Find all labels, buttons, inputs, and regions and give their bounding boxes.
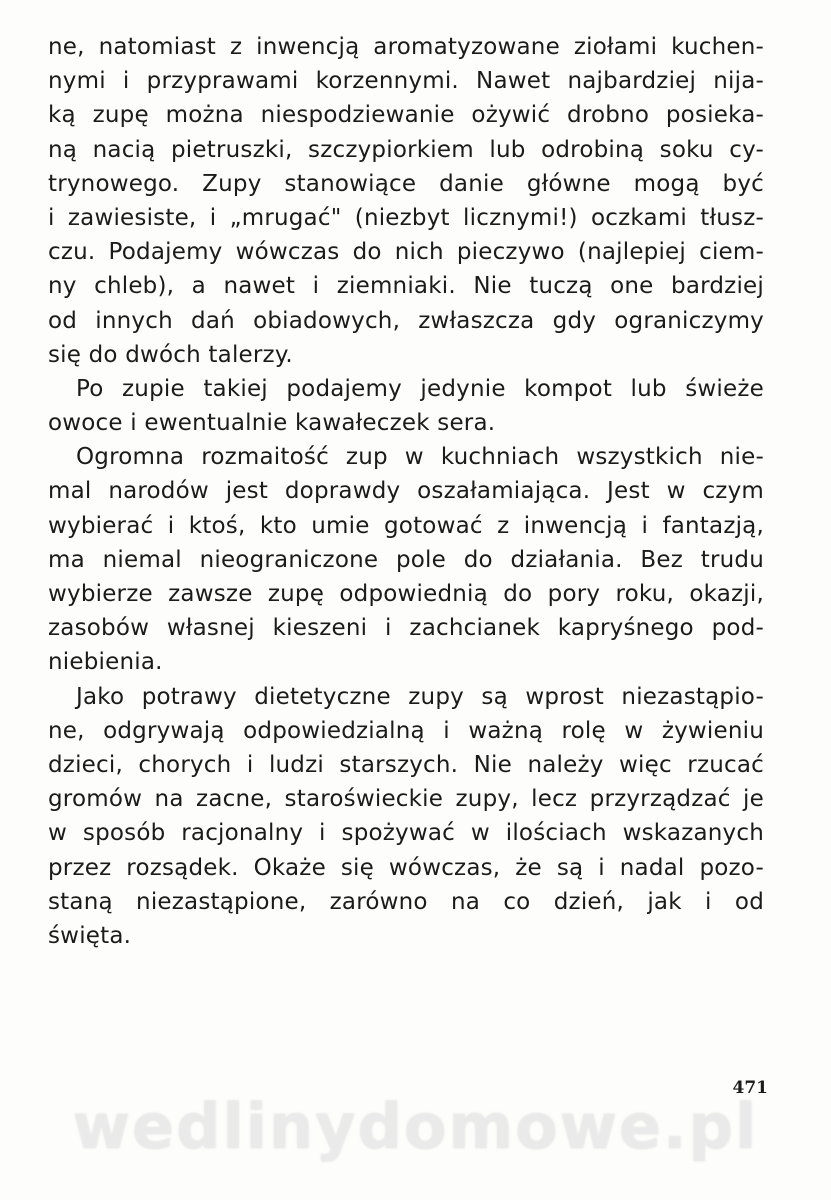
text-line: się do dwóch talerzy.: [48, 341, 293, 368]
text-line: nymi i przyprawami korzennymi. Nawet najbardziej nija-: [48, 68, 764, 95]
text-line: przez rozsądek. Okaże się wówczas, że są i nadal pozo-: [48, 854, 764, 881]
text-line: Jako potrawy dietetyczne zupy są wprost niezastąpio-: [76, 683, 764, 710]
text-line: ne, odgrywają odpowiedzialną i ważną rolę w żywieniu: [48, 717, 764, 744]
paragraph-1: [48, 30, 764, 372]
text-line: i zawiesiste, i „mrugać" (niezbyt licznymi!) oczkami tłusz-: [48, 204, 764, 231]
text-line: niebienia.: [48, 649, 163, 676]
text-line: ma niemal nieograniczone pole do działania. Bez trudu: [48, 546, 764, 573]
text-line: w sposób racjonalny i spożywać w ilościach wskazanych: [48, 820, 764, 847]
watermark: wedlinydomowe.pl: [72, 1090, 759, 1163]
text-line: święta.: [48, 922, 132, 949]
page-number: 471: [732, 1078, 768, 1098]
text-line: wybierze zawsze zupę odpowiednią do pory roku, okazji,: [48, 581, 764, 607]
paragraph-4: [48, 680, 764, 954]
text-line: owoce i ewentualnie kawałeczek sera.: [48, 410, 496, 437]
text-line: gromów na zacne, staroświeckie zupy, lecz przyrządzać je: [48, 786, 764, 813]
text-line: ką zupę można niespodziewanie ożywić drobno posieka-: [48, 102, 764, 129]
body-text: [48, 30, 764, 953]
text-line: wybierać i ktoś, kto umie gotować z inwencją i fantazją,: [48, 512, 764, 539]
text-line: ny chleb), a nawet i ziemniaki. Nie tuczą one bardziej: [48, 273, 764, 300]
text-line: mal narodów jest doprawdy oszałamiająca. Jest w czym: [48, 478, 764, 505]
text-line: ną nacią pietruszki, szczypiorkiem lub odrobiną soku cy-: [48, 136, 764, 163]
text-line: zasobów własnej kieszeni i zachcianek kapryśnego pod-: [48, 615, 764, 642]
text-line: Ogromna rozmaitość zup w kuchniach wszystkich nie-: [76, 444, 764, 471]
text-line: dzieci, chorych i ludzi starszych. Nie należy więc rzucać: [48, 751, 764, 778]
text-line: staną niezastąpione, zarówno na co dzień, jak i od: [48, 888, 764, 915]
paragraph-2: [48, 372, 764, 440]
text-line: trynowego. Zupy stanowiące danie główne mogą być: [48, 170, 764, 197]
paragraph-3: [48, 440, 764, 679]
text-line: czu. Podajemy wówczas do nich pieczywo (najlepiej ciem-: [48, 239, 764, 266]
text-line: Po zupie takiej podajemy jedynie kompot lub świeże: [76, 375, 764, 402]
text-line: od innych dań obiadowych, zwłaszcza gdy ograniczymy: [48, 307, 764, 334]
text-line: ne, natomiast z inwencją aromatyzowane ziołami kuchen-: [48, 34, 764, 60]
